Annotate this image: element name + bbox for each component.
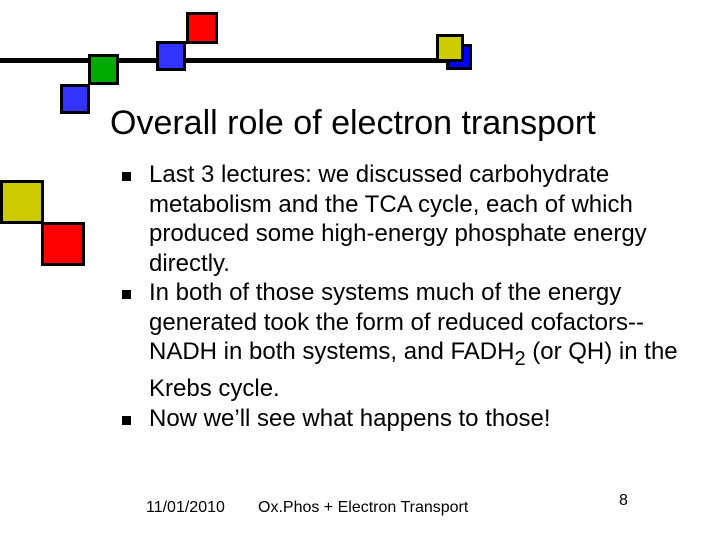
decor-square-blue-left — [60, 84, 90, 114]
bullet-text: Last 3 lectures: we discussed carbohydrate metabolism and the TCA cycle, each of which produced some high-energy phosphate energy directly. — [149, 161, 647, 277]
square-bullet-icon — [122, 290, 131, 299]
slide-number: 8 — [619, 492, 628, 509]
square-bullet-icon — [122, 416, 131, 425]
slide-footer: Ox.Phos + Electron Transport — [258, 499, 469, 516]
bullet-list — [122, 160, 682, 433]
decorative-line — [0, 58, 470, 63]
bullet-text: Now we’ll see what happens to those! — [149, 404, 551, 432]
bullet-text: In both of those systems much of the energy generated took the form of reduced cofactors--NADH in both systems, and FADH — [149, 279, 644, 365]
bullet-item — [122, 278, 682, 404]
decor-square-yellow-left — [0, 180, 44, 224]
slide-title: Overall role of electron transport — [110, 104, 596, 142]
decor-square-red-top — [186, 12, 218, 44]
decor-square-yellow-top — [436, 34, 464, 62]
decor-square-green — [88, 54, 119, 85]
square-bullet-icon — [122, 172, 131, 181]
slide-date: 11/01/2010 — [146, 499, 225, 516]
subscript-text: 2 — [514, 347, 526, 370]
bullet-item — [122, 404, 682, 434]
bullet-text-continued: (or QH) in the Krebs cycle. — [149, 338, 678, 403]
decor-square-red-left — [41, 222, 85, 266]
decor-square-blue-top — [156, 41, 186, 71]
bullet-item — [122, 160, 682, 278]
